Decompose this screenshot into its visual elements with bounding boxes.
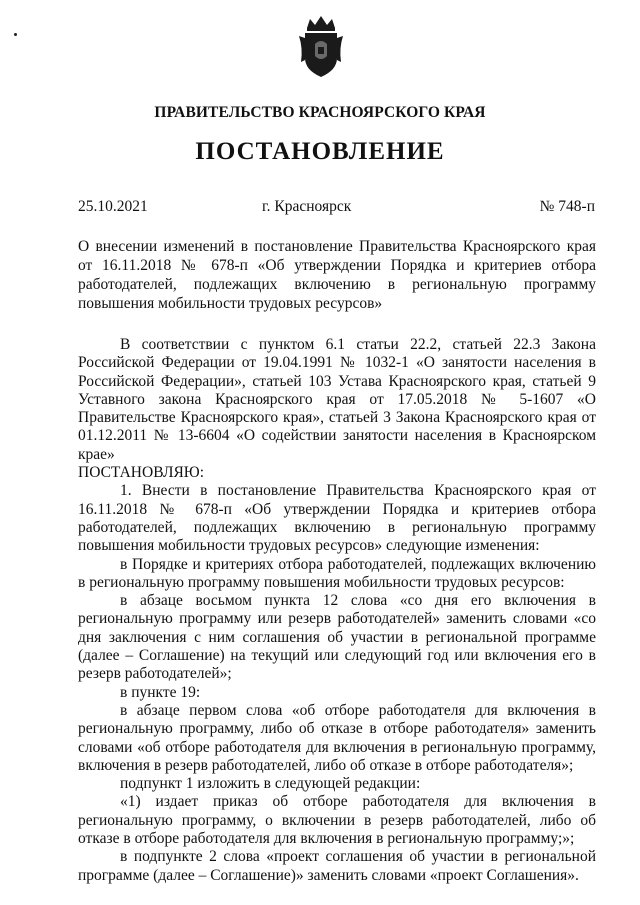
body-paragraph: ПОСТАНОВЛЯЮ: (78, 464, 205, 482)
document-subject: О внесении изменений в постановление Правительства Красноярского края от 16.11.2018 № 678-п «Об утверждении Порядка и критериев отбора работодателей, подлежащих включению в региональную программу повышения мобильности трудовых ресурсов» (78, 238, 596, 312)
body-paragraph: «1) издает приказ об отборе работодателя для включения в региональную программу, о включении в резерв работодателей, либо об отказе в отборе работодателя для включения в региональную программу;»; (78, 793, 596, 848)
document-number: № 748-п (539, 198, 595, 215)
body-paragraph: подпункт 1 изложить в следующей редакции: (120, 775, 421, 793)
document-type-title: ПОСТАНОВЛЕНИЕ (195, 138, 445, 165)
body-paragraph: в Порядке и критериях отбора работодателей, подлежащих включению в региональную программу повышения мобильности трудовых ресурсов: (78, 555, 596, 591)
body-paragraph: В соответствии с пунктом 6.1 статьи 22.2, статьей 22.3 Закона Российской Федерации от 19.04.1991 № 1032-1 «О занятости населения в Российской Федерации», статьей 103 Устава Красноярского края, статьей 9 Уставного закона Красноярского края от 17.05.2018 № 5-1607 «О Правительстве Красноярского края», статьей 3 Закона Красноярского края от 01.12.2011 № 13-6604 «О содействии занятости населения в Красноярском крае» (78, 336, 596, 463)
body-paragraph: в пункте 19: (120, 683, 201, 701)
document-date: 25.10.2021 (78, 198, 148, 215)
scan-speck (14, 33, 17, 36)
body-paragraph: в подпункте 2 слова «проект соглашения об участии в региональной программе (далее – Соглашение)» заменить словами «проект Соглашения». (78, 848, 596, 884)
body-paragraph: 1. Внести в постановление Правительства Красноярского края от 16.11.2018 № 678-п «Об утверждении Порядка и критериев отбора работодателей, подлежащих включению в региональную программу повышения мобильности трудовых ресурсов» следующие изменения: (78, 482, 596, 555)
body-paragraph: в абзаце первом слова «об отборе работодателя для включения в региональную программу, либо об отказе в отборе работодателя» заменить словами «об отборе работодателя для включения в региональную программу, включения в резерв работодателей, либо об отказе в отборе работодателя»; (78, 701, 596, 774)
organization-name: ПРАВИТЕЛЬСТВО КРАСНОЯРСКОГО КРАЯ (154, 104, 486, 121)
document-city: г. Красноярск (262, 198, 352, 215)
coat-of-arms-icon (297, 14, 345, 80)
document-body (78, 336, 596, 885)
body-paragraph: в абзаце восьмом пункта 12 слова «со дня его включения в региональную программу или резерв работодателей» заменить словами «со дня заключения с ним соглашения об участии в региональной программе (далее – Соглашение) на текущий или следующий год или включения его в резерв работодателей»; (78, 592, 596, 683)
